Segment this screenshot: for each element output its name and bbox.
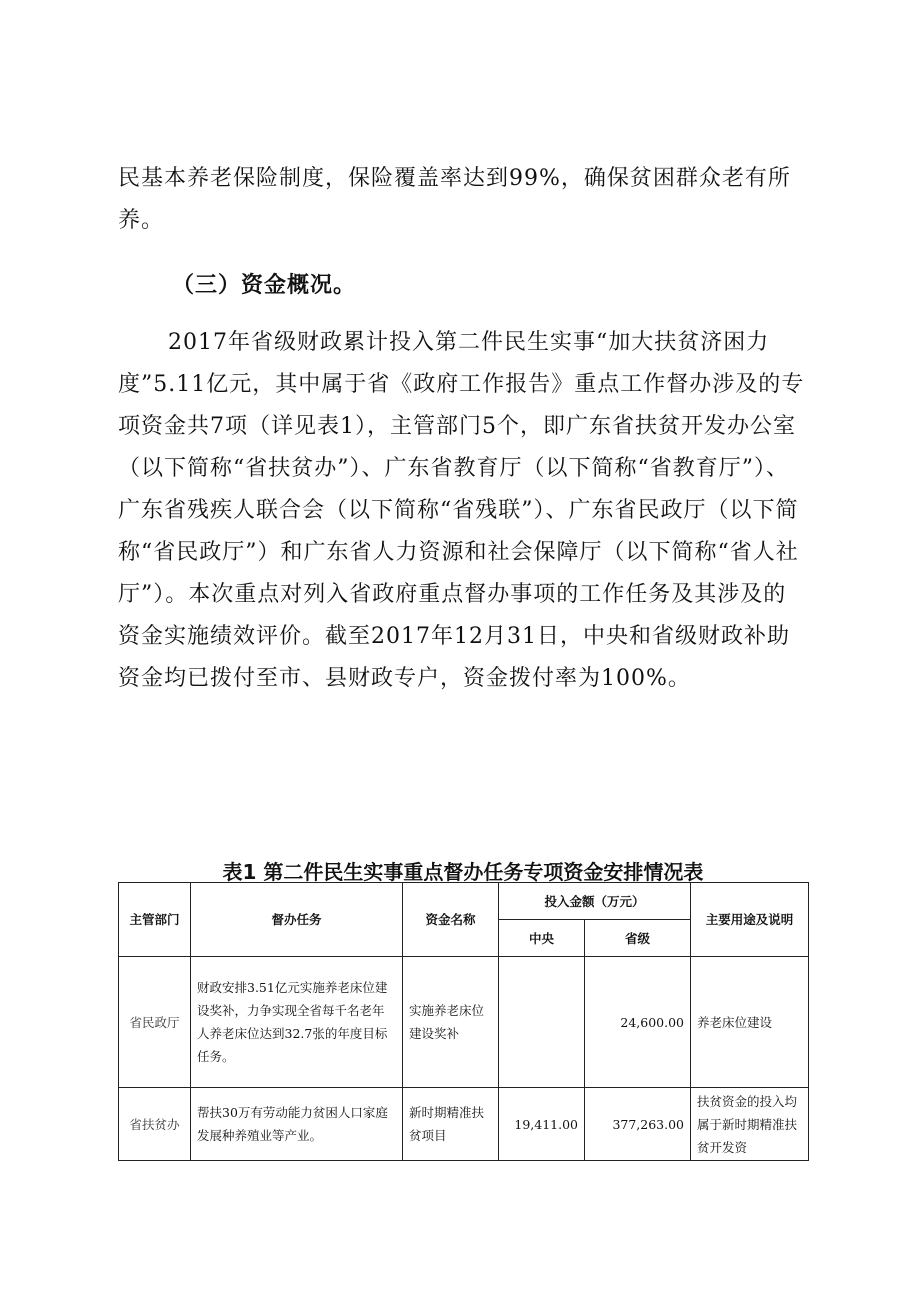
header-central: 中央 [499,920,585,957]
cell-fund-name: 实施养老床位建设奖补 [403,957,499,1088]
cell-fund-name: 新时期精准扶贫项目 [403,1088,499,1161]
cell-central [499,957,585,1088]
cell-task: 财政安排3.51亿元实施养老床位建设奖补，力争实现全省每千名老年人养老床位达到32.7张的年度目标任务。 [191,957,403,1088]
table-title: 表1 第二件民生实事重点督办任务专项资金安排情况表 [222,860,704,884]
header-fund-name: 资金名称 [403,883,499,957]
header-amount: 投入金额（万元） [499,883,691,920]
cell-usage: 扶贫资金的投入均属于新时期精准扶贫开发资 [691,1088,809,1161]
continued-paragraph: 民基本养老保险制度，保险覆盖率达到99%，确保贫困群众老有所养。 [118,166,791,233]
header-provincial: 省级 [585,920,691,957]
cell-central: 19,411.00 [499,1088,585,1161]
cell-task: 帮扶30万有劳动能力贫困人口家庭发展种养殖业等产业。 [191,1088,403,1161]
funding-table [118,882,809,1161]
table-row [119,957,809,1088]
funding-overview-paragraph: 2017年省级财政累计投入第二件民生实事“加大扶贫济困力度”5.11亿元，其中属于省《政府工作报告》重点工作督办涉及的专项资金共7项（详见表1），主管部门5个，即广东省扶贫开发办公室（以下简称“省扶贫办”）、广东省教育厅（以下简称“省教育厅”）、广东省残疾人联合会（以下简称“省残联”）、广东省民政厅（以下简称“省民政厅”）和广东省人力资源和社会保障厅（以下简称“省人社厅”）。本次重点对列入省政府重点督办事项的工作任务及其涉及的资金实施绩效评价。截至2017年12月31日，中央和省级财政补助资金均已拨付至市、县财政专户，资金拨付率为100%。 [118,330,805,691]
header-task: 督办任务 [191,883,403,957]
header-usage: 主要用途及说明 [691,883,809,957]
cell-usage: 养老床位建设 [691,957,809,1088]
section-heading: （三）资金概况。 [172,273,357,298]
cell-provincial: 377,263.00 [585,1088,691,1161]
cell-dept: 省民政厅 [119,957,191,1088]
header-dept: 主管部门 [119,883,191,957]
table-row [119,1088,809,1161]
cell-dept: 省扶贫办 [119,1088,191,1161]
cell-provincial: 24,600.00 [585,957,691,1088]
